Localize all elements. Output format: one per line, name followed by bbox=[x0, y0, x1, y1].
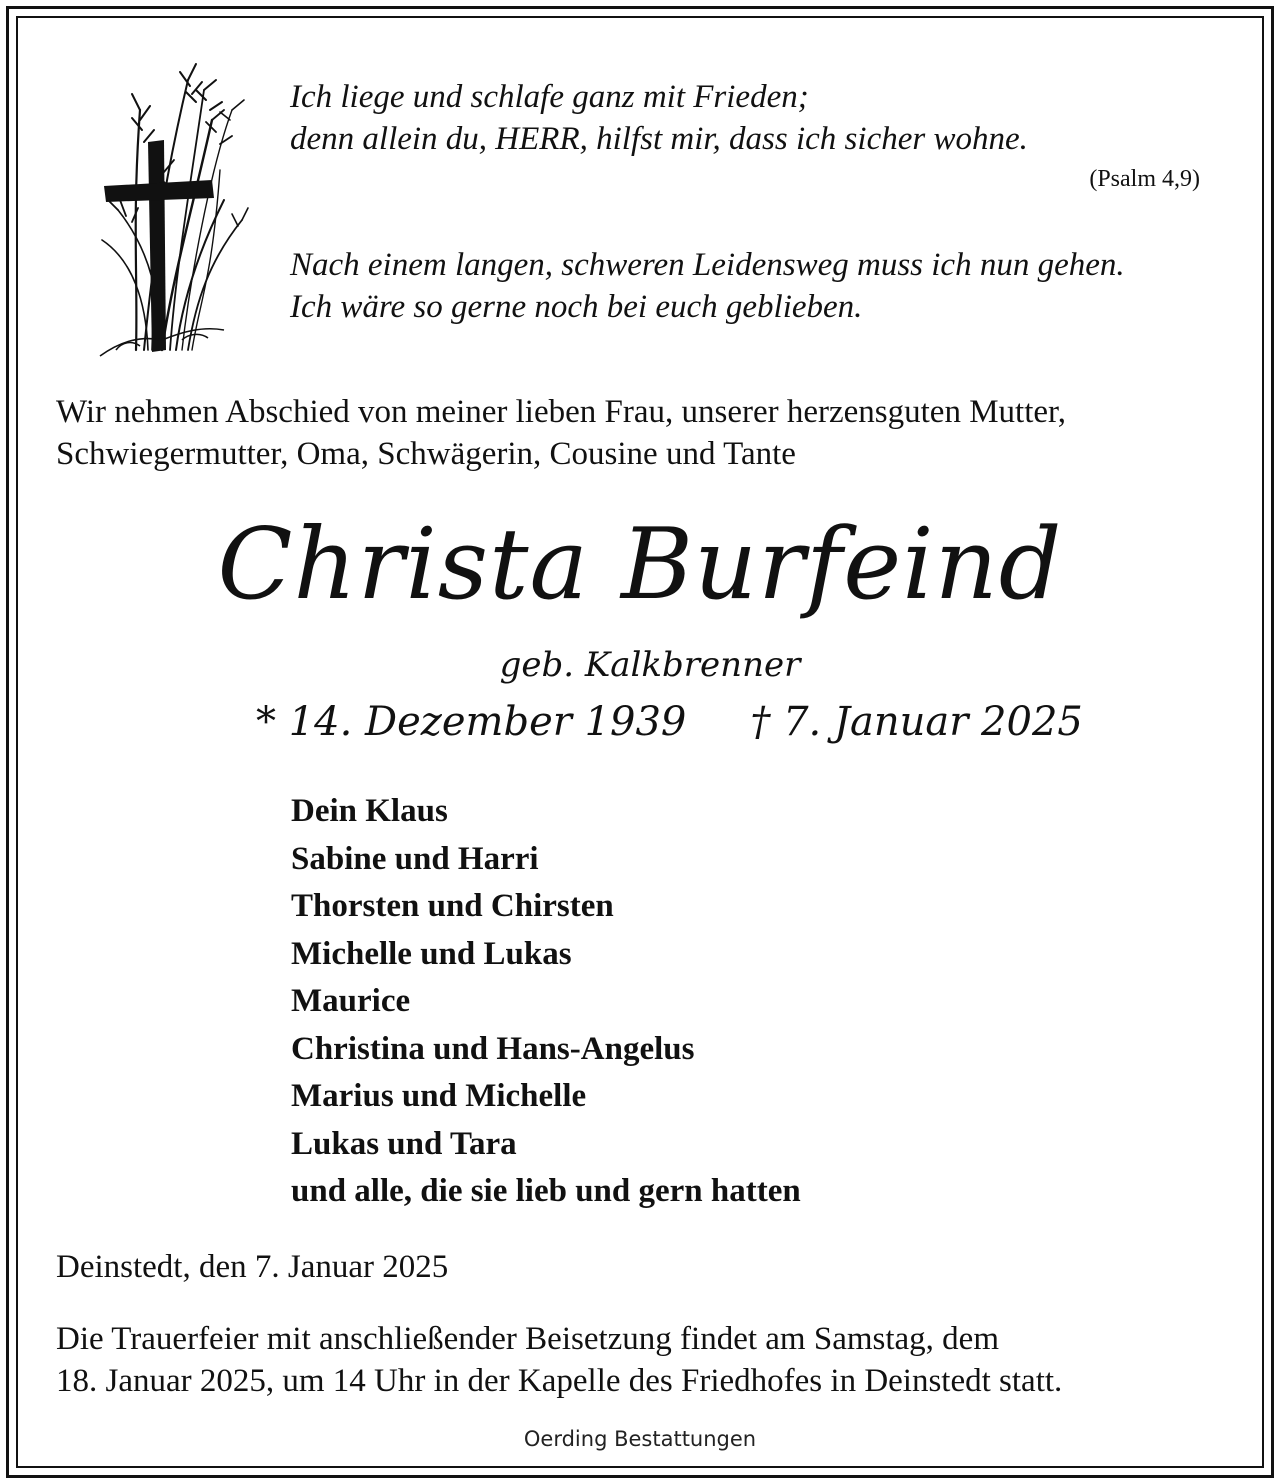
psalm-verse-line: Ich liege und schlafe ganz mit Frieden; bbox=[290, 79, 809, 115]
mourner-entry: Lukas und Tara bbox=[291, 1125, 517, 1162]
deceased-name: Christa Burfeind bbox=[217, 508, 1063, 622]
mourner-entry: Maurice bbox=[291, 983, 411, 1019]
farewell-intro-line: Wir nehmen Abschied von meiner lieben Frau, unserer herzensguten Mutter, bbox=[56, 394, 1066, 430]
psalm-reference: (Psalm 4,9) bbox=[1089, 166, 1200, 192]
mourners-list bbox=[291, 788, 801, 1216]
farewell-intro bbox=[56, 391, 1066, 475]
personal-verse-line: Nach einem langen, schweren Leidensweg muss ich nun gehen. bbox=[290, 247, 1125, 283]
funeral-notice-line: Die Trauerfeier mit anschließender Beisetzung findet am Samstag, dem bbox=[56, 1321, 999, 1357]
farewell-intro-line: Schwiegermutter, Oma, Schwägerin, Cousine und Tante bbox=[56, 436, 796, 472]
psalm-verse-line: denn allein du, HERR, hilfst mir, dass ich sicher wohne. bbox=[290, 121, 1028, 157]
cross-with-grass-icon bbox=[92, 50, 252, 365]
mourner-entry: Michelle und Lukas bbox=[291, 935, 572, 972]
mourner-entry: Thorsten und Chirsten bbox=[291, 888, 614, 924]
maiden-name: geb. Kalkbrenner bbox=[499, 645, 801, 685]
personal-verse bbox=[290, 244, 1125, 328]
birth-date: * 14. Dezember 1939 bbox=[256, 699, 687, 745]
death-date: † 7. Januar 2025 bbox=[750, 699, 1083, 745]
mourner-entry: Marius und Michelle bbox=[291, 1078, 587, 1114]
place-and-date: Deinstedt, den 7. Januar 2025 bbox=[56, 1249, 449, 1285]
life-dates bbox=[256, 692, 1083, 752]
mourner-entry: Sabine und Harri bbox=[291, 840, 539, 877]
mourner-entry: und alle, die sie lieb und gern hatten bbox=[291, 1173, 801, 1209]
mourner-entry: Dein Klaus bbox=[291, 793, 448, 829]
psalm-verse bbox=[290, 76, 1028, 160]
undertaker-name: Oerding Bestattungen bbox=[523, 1427, 757, 1451]
funeral-notice bbox=[56, 1318, 1062, 1402]
personal-verse-line: Ich wäre so gerne noch bei euch geblieben. bbox=[290, 289, 863, 325]
mourner-entry: Christina und Hans-Angelus bbox=[291, 1030, 695, 1067]
funeral-notice-line: 18. Januar 2025, um 14 Uhr in der Kapelle des Friedhofes in Deinstedt statt. bbox=[56, 1363, 1063, 1399]
